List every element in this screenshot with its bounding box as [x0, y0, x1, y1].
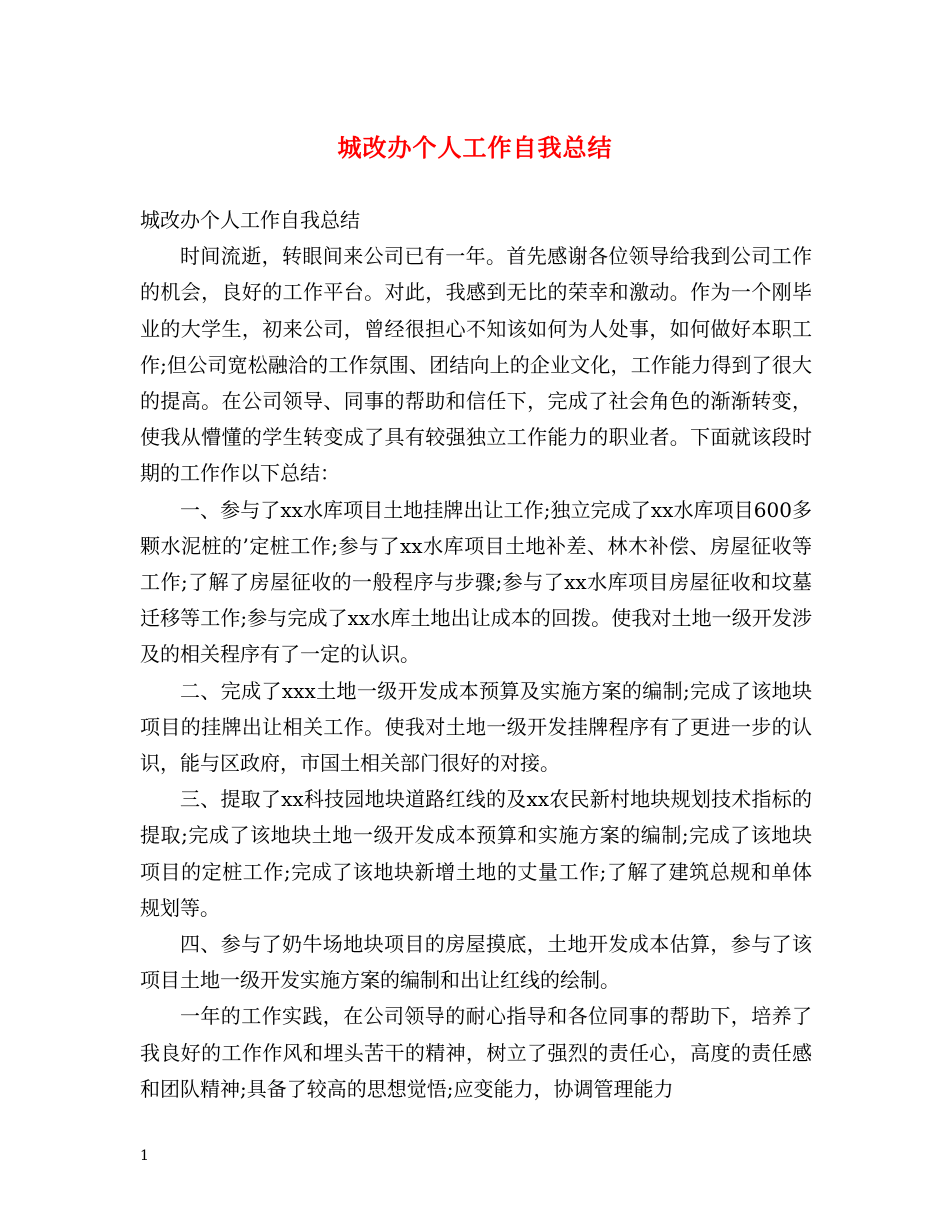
document-body [140, 202, 812, 1107]
paragraph-item-2: 二、完成了xxx土地一级开发成本预算及实施方案的编制;完成了该地块项目的挂牌出让相关工作。使我对土地一级开发挂牌程序有了更进一步的认识，能与区政府，市国土相关部门很好的对接。 [140, 678, 812, 776]
paragraph-intro: 时间流逝，转眼间来公司已有一年。首先感谢各位领导给我到公司工作的机会，良好的工作平台。对此，我感到无比的荣幸和激动。作为一个刚毕业的大学生，初来公司，曾经很担心不知该如何为人处事，如何做好本职工作;但公司宽松融洽的工作氛围、团结向上的企业文化，工作能力得到了很大的提高。在公司领导、同事的帮助和信任下，完成了社会角色的渐渐转变，使我从懵懂的学生转变成了具有较强独立工作能力的职业者。下面就该段时期的工作作以下总结： [140, 244, 812, 486]
page-number: 1 [140, 1148, 149, 1164]
document-title: 城改办个人工作自我总结 [337, 133, 613, 162]
paragraph-item-4: 四、参与了奶牛场地块项目的房屋摸底，土地开发成本估算，参与了该项目土地一级开发实施方案的编制和出让红线的绘制。 [140, 932, 812, 993]
document-subtitle: 城改办个人工作自我总结 [140, 208, 360, 232]
paragraph-conclusion: 一年的工作实践，在公司领导的耐心指导和各位同事的帮助下，培养了我良好的工作作风和埋头苦干的精神，树立了强烈的责任心，高度的责任感和团队精神;具备了较高的思想觉悟;应变能力，协调管理能力 [140, 1004, 812, 1101]
paragraph-item-3: 三、提取了xx科技园地块道路红线的及xx农民新村地块规划技术指标的提取;完成了该地块土地一级开发成本预算和实施方案的编制;完成了该地块项目的定桩工作;完成了该地块新增土地的丈量工作;了解了建筑总规和单体规划等。 [140, 787, 812, 920]
paragraph-item-1: 一、参与了xx水库项目土地挂牌出让工作;独立完成了xx水库项目600多颗水泥桩的’定桩工作;参与了xx水库项目土地补差、林木补偿、房屋征收等工作;了解了房屋征收的一般程序与步骤;参与了xx水库项目房屋征收和坟墓迁移等工作;参与完成了xx水库土地出让成本的回拨。使我对土地一级开发涉及的相关程序有了一定的认识。 [140, 497, 812, 667]
